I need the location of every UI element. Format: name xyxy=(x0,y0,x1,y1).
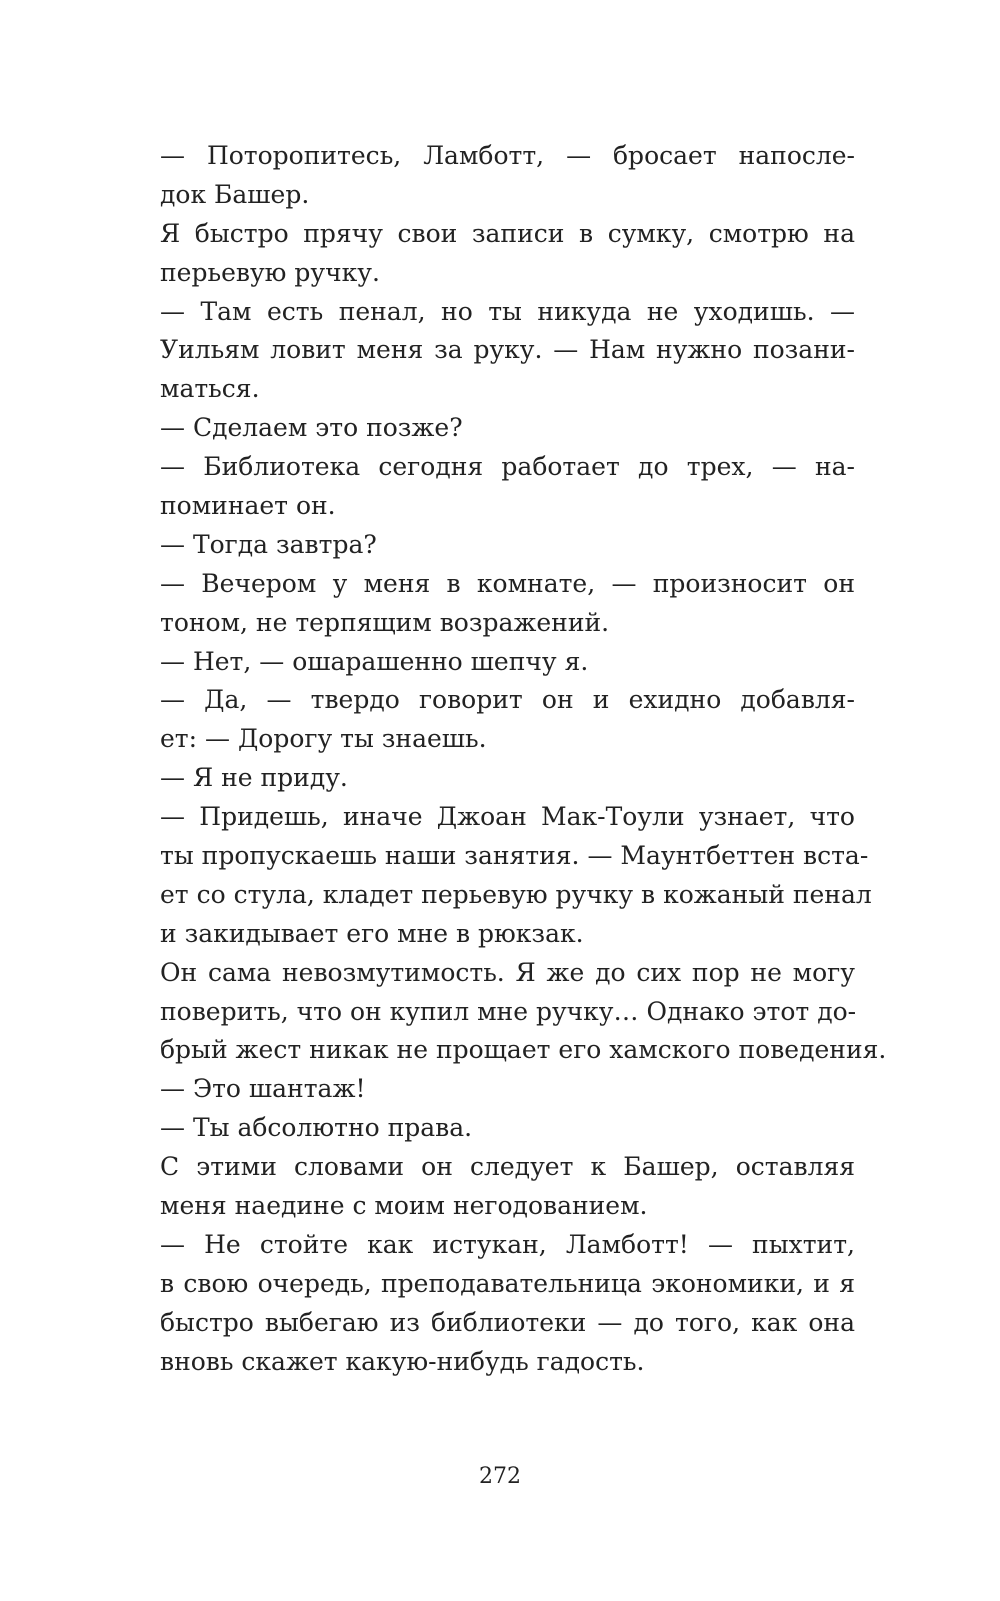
text-line: перьевую ручку. xyxy=(160,257,380,287)
text-line: — Придешь, иначе Джоан Мак-Тоули узнает, что xyxy=(160,802,855,832)
text-line: — Библиотека сегодня работает до трех, — на- xyxy=(160,452,855,482)
text-line: — Вечером у меня в комнате, — произносит он xyxy=(160,568,855,598)
text-line: поверить, что он купил мне ручку… Однако этот до- xyxy=(160,996,857,1026)
text-line: поминает он. xyxy=(160,491,336,521)
text-line: — Поторопитесь, Ламботт, — бросает напосле- xyxy=(160,141,855,170)
text-line: ет: — Дорогу ты знаешь. xyxy=(160,724,487,754)
text-line: — Тогда завтра? xyxy=(160,529,377,559)
text-line: ты пропускаешь наши занятия. — Маунтбеттен вста- xyxy=(160,841,869,871)
text-line: Я быстро прячу свои записи в сумку, смотрю на xyxy=(160,218,855,248)
text-line: маться. xyxy=(160,374,260,404)
text-line: тоном, не терпящим возражений. xyxy=(160,607,610,637)
text-line: — Да, — твердо говорит он и ехидно добавля- xyxy=(160,685,855,715)
text-line: вновь скажет какую-нибудь гадость. xyxy=(160,1346,645,1376)
page-text xyxy=(160,137,887,1382)
text-line: док Башер. xyxy=(160,179,310,209)
text-line: — Не стойте как истукан, Ламботт! — пыхтит, xyxy=(160,1229,855,1259)
text-line: быстро выбегаю из библиотеки — до того, как она xyxy=(160,1307,855,1337)
text-line: — Это шантаж! xyxy=(160,1074,366,1104)
page-number: 272 xyxy=(479,1464,521,1489)
text-line: — Нет, — ошарашенно шепчу я. xyxy=(160,646,589,676)
text-line: и закидывает его мне в рюкзак. xyxy=(160,918,584,948)
text-line: С этими словами он следует к Башер, оставляя xyxy=(160,1152,855,1182)
text-line: в свою очередь, преподавательница экономики, и я xyxy=(160,1268,855,1298)
text-line: — Я не приду. xyxy=(160,763,348,793)
text-line: Он сама невозмутимость. Я же до сих пор не могу xyxy=(160,957,855,987)
text-line: ет со стула, кладет перьевую ручку в кожаный пенал xyxy=(160,879,872,909)
text-line: меня наедине с моим негодованием. xyxy=(160,1191,648,1221)
text-line: брый жест никак не прощает его хамского поведения. xyxy=(160,1035,887,1065)
text-line: — Там есть пенал, но ты никуда не уходишь. — xyxy=(160,296,855,326)
text-line: — Ты абсолютно права. xyxy=(160,1113,473,1143)
text-line: — Сделаем это позже? xyxy=(160,413,463,443)
text-line: Уильям ловит меня за руку. — Нам нужно позани- xyxy=(160,335,855,365)
